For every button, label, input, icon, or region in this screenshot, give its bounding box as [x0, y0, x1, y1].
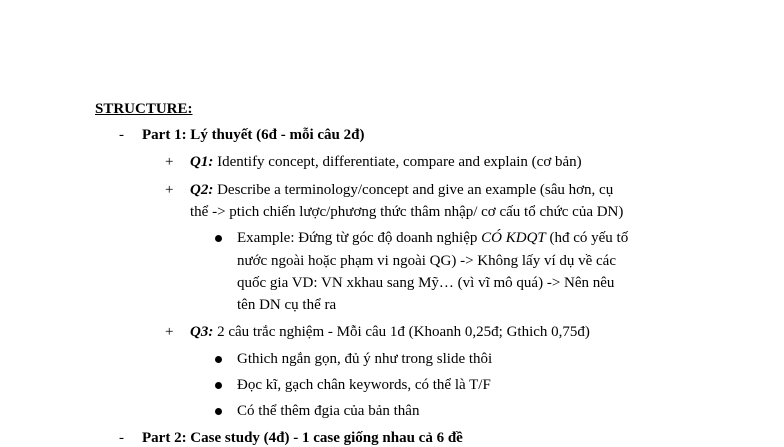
part1-dash-marker: -: [119, 127, 124, 143]
q3-label: Q3:: [190, 324, 214, 340]
q2-label: Q2:: [190, 182, 214, 198]
q3-item: [190, 323, 590, 341]
part2-dash-marker: -: [119, 430, 124, 446]
q3-bullet-3: Có thể thêm đgia của bản thân: [237, 403, 420, 419]
example-line2: nước ngoài hoặc phạm vi ngoài QG) -> Không lấy ví dụ về các: [237, 253, 616, 269]
q3-plus-marker: +: [165, 324, 174, 340]
q1-item: [190, 153, 582, 171]
part1-title: Part 1: Lý thuyết (6đ - mỗi câu 2đ): [142, 127, 365, 143]
q2-text-line2: thể -> ptich chiến lược/phương thức thâm nhập/ cơ cấu tổ chức của DN): [190, 204, 624, 220]
example-suffix: (hđ có yếu tố: [545, 230, 629, 246]
example-bullet-icon: [215, 235, 222, 242]
q1-text: Identify concept, differentiate, compare and explain (cơ bản): [213, 154, 582, 170]
q3-bullet-1-icon: [215, 356, 222, 363]
example-prefix: Example: Đứng từ góc độ doanh nghiệp: [237, 230, 482, 246]
example-italic: CÓ KDQT: [481, 230, 546, 246]
q3-bullet-3-icon: [215, 408, 222, 415]
q1-label: Q1:: [190, 154, 214, 170]
q3-text: 2 câu trắc nghiệm - Mỗi câu 1đ (Khoanh 0,25đ; Gthich 0,75đ): [213, 324, 590, 340]
structure-heading: STRUCTURE:: [95, 101, 193, 117]
q2-item-line1: [190, 181, 613, 199]
q3-bullet-2-icon: [215, 382, 222, 389]
q3-bullet-2: Đọc kĩ, gạch chân keywords, có thể là T/F: [237, 377, 491, 393]
q1-plus-marker: +: [165, 154, 174, 170]
example-line3: quốc gia VD: VN xkhau sang Mỹ… (vì vĩ mô quá) -> Nên nêu: [237, 275, 615, 291]
part2-title: Part 2: Case study (4đ) - 1 case giống nhau cả 6 đề: [142, 430, 463, 446]
q2-text-line1: Describe a terminology/concept and give an example (sâu hơn, cụ: [213, 182, 614, 198]
example-line4: tên DN cụ thể ra: [237, 297, 337, 313]
q3-bullet-1: Gthich ngắn gọn, đủ ý như trong slide thôi: [237, 351, 493, 367]
q2-plus-marker: +: [165, 182, 174, 198]
example-line1: [237, 229, 628, 247]
